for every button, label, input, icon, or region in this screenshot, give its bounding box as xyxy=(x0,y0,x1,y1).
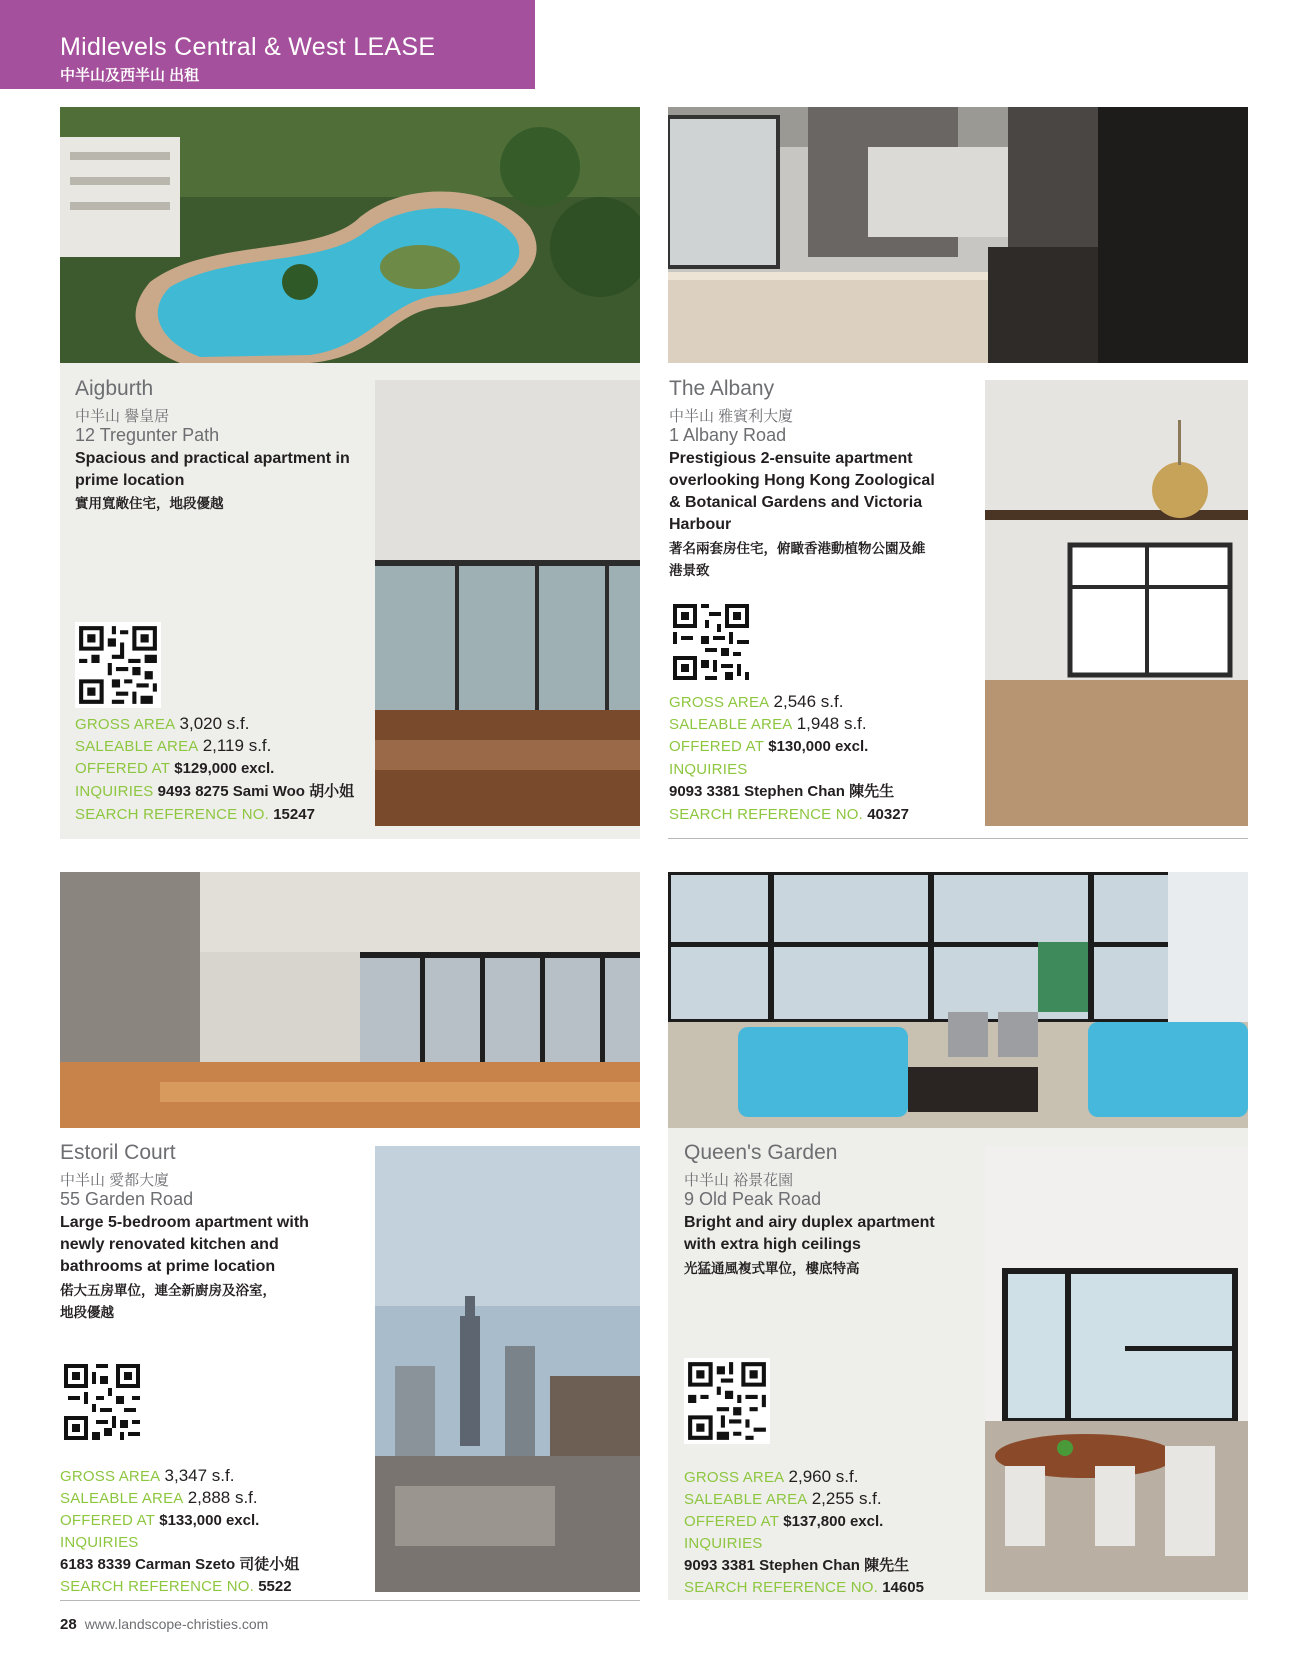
saleable-area-row: SALEABLE AREA 2,255 s.f. xyxy=(684,1489,882,1508)
gross-area-row: GROSS AREA 3,020 s.f. xyxy=(75,714,250,733)
albany-bottom-rule xyxy=(668,838,1248,839)
listing-address: 12 Tregunter Path xyxy=(75,425,220,445)
listing-name-zh: 中半山 雅賓利大廈 xyxy=(669,408,794,425)
search-ref-row: SEARCH REFERENCE NO. 5522 xyxy=(60,1578,292,1595)
queens-garden-dining-photo xyxy=(985,1146,1248,1592)
inquiries-row: INQUIRIES 9493 8275 Sami Woo 胡小姐 xyxy=(75,783,355,800)
qr-code[interactable] xyxy=(75,622,161,708)
saleable-area-row: SALEABLE AREA 2,888 s.f. xyxy=(60,1488,258,1507)
listing-name: Estoril Court xyxy=(60,1141,176,1164)
estoril-living-photo xyxy=(60,872,640,1128)
search-ref-row: SEARCH REFERENCE NO. 40327 xyxy=(669,806,909,823)
page-number: 28 xyxy=(60,1616,77,1633)
aigburth-interior-photo xyxy=(375,380,640,826)
section-title: Midlevels Central & West LEASE xyxy=(60,33,436,61)
listing-address: 1 Albany Road xyxy=(669,425,787,445)
offered-at-row: OFFERED AT $130,000 excl. xyxy=(669,738,869,755)
aigburth-pool-photo xyxy=(60,107,640,363)
listing-description: Spacious and practical apartment in prime location xyxy=(75,450,350,489)
inquiries-label: INQUIRIES xyxy=(669,761,748,778)
search-ref-row: SEARCH REFERENCE NO. 15247 xyxy=(75,806,315,823)
qr-code[interactable] xyxy=(684,1358,770,1444)
listing-name: Aigburth xyxy=(75,377,154,400)
listing-description: Bright and airy duplex apartment with extra high ceilings xyxy=(684,1214,935,1253)
inquiries-contact: 9093 3381 Stephen Chan 陳先生 xyxy=(684,1557,910,1574)
albany-interior-photo xyxy=(985,380,1248,826)
website-link[interactable]: www.landscope-christies.com xyxy=(84,1616,269,1632)
inquiries-contact: 6183 8339 Carman Szeto 司徒小姐 xyxy=(60,1556,300,1573)
estoril-view-photo xyxy=(375,1146,640,1592)
gross-area-row: GROSS AREA 2,960 s.f. xyxy=(684,1467,859,1486)
offered-at-row: OFFERED AT $137,800 excl. xyxy=(684,1513,884,1530)
section-title-zh: 中半山及西半山 出租 xyxy=(60,67,200,84)
listing-description-zh: 偌大五房單位，連全新廚房及浴室， 地段優越 xyxy=(60,1283,276,1320)
albany-kitchen-photo xyxy=(668,107,1248,363)
listing-name-zh: 中半山 愛都大廈 xyxy=(60,1172,170,1189)
listing-name: The Albany xyxy=(669,377,775,400)
listing-description-zh: 光猛通風複式單位，樓底特高 xyxy=(684,1261,860,1276)
listing-name-zh: 中半山 裕景花園 xyxy=(684,1172,794,1189)
section-header xyxy=(0,0,535,89)
inquiries-label: INQUIRIES xyxy=(60,1534,139,1551)
listing-name-zh: 中半山 譽皇居 xyxy=(75,408,170,425)
listing-address: 9 Old Peak Road xyxy=(684,1189,822,1209)
listing-name: Queen's Garden xyxy=(684,1141,838,1164)
qr-code[interactable] xyxy=(669,600,753,684)
qr-code[interactable] xyxy=(60,1360,144,1444)
inquiries-contact: 9093 3381 Stephen Chan 陳先生 xyxy=(669,783,895,800)
saleable-area-row: SALEABLE AREA 2,119 s.f. xyxy=(75,736,272,755)
inquiries-label: INQUIRIES xyxy=(684,1535,763,1552)
gross-area-row: GROSS AREA 3,347 s.f. xyxy=(60,1466,235,1485)
offered-at-row: OFFERED AT $133,000 excl. xyxy=(60,1512,260,1529)
queens-garden-living-photo xyxy=(668,872,1248,1128)
page-footer xyxy=(60,1616,268,1633)
listing-description: Prestigious 2-ensuite apartment overlooking Hong Kong Zoological & Botanical Gardens and Victoria Harbour xyxy=(669,450,935,533)
saleable-area-row: SALEABLE AREA 1,948 s.f. xyxy=(669,714,867,733)
listing-description: Large 5-bedroom apartment with newly renovated kitchen and bathrooms at prime location xyxy=(60,1214,309,1275)
offered-at-row: OFFERED AT $129,000 excl. xyxy=(75,760,275,777)
listing-address: 55 Garden Road xyxy=(60,1189,194,1209)
search-ref-row: SEARCH REFERENCE NO. 14605 xyxy=(684,1579,924,1596)
listing-description-zh: 著名兩套房住宅，俯瞰香港動植物公園及維 港景致 xyxy=(669,541,926,578)
gross-area-row: GROSS AREA 2,546 s.f. xyxy=(669,692,844,711)
estoril-bottom-rule xyxy=(60,1600,640,1601)
listing-description-zh: 實用寬敞住宅，地段優越 xyxy=(75,496,224,511)
